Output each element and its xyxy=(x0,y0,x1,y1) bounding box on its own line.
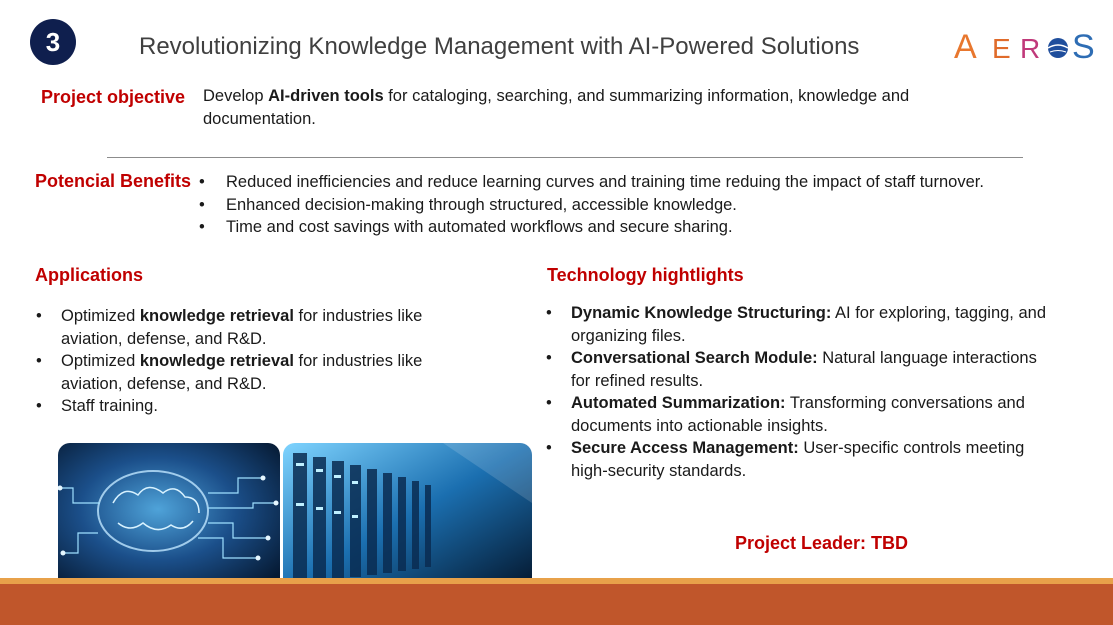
technology-item-title: Automated Summarization: xyxy=(571,394,786,412)
logo-letter-s: S xyxy=(1072,28,1095,66)
objective-label: Project objective xyxy=(41,87,186,107)
application-item-bold: knowledge retrieval xyxy=(139,307,294,325)
server-rack-image xyxy=(283,443,532,590)
technology-item xyxy=(546,347,1056,392)
application-item xyxy=(36,350,456,395)
aeros-logo xyxy=(952,22,1102,66)
objective-text-bold: AI-driven tools xyxy=(268,87,384,105)
technology-label: Technology hightlights xyxy=(547,265,744,285)
project-leader: Project Leader: TBD xyxy=(735,533,909,553)
technology-list xyxy=(546,302,1056,482)
slide-number-badge: 3 xyxy=(30,19,76,65)
technology-item-text: AI for exploring, tagging, and organizing files. xyxy=(571,304,1047,345)
benefits-list xyxy=(199,171,984,239)
objective-text-post: for cataloging, searching, and summarizing information, knowledge and documentation. xyxy=(203,87,910,128)
technology-item-title: Conversational Search Module: xyxy=(571,349,818,367)
technology-item-text: User-specific controls meeting high-security standards. xyxy=(571,439,1025,480)
ai-brain-circuit-image xyxy=(58,443,280,590)
benefits-label: Potencial Benefits xyxy=(35,171,192,191)
technology-item-text: Transforming conversations and documents into actionable insights. xyxy=(571,394,1025,435)
logo-letter-r: R xyxy=(1020,33,1041,64)
technology-item-title: Secure Access Management: xyxy=(571,439,799,457)
application-item xyxy=(36,305,456,350)
footer-band xyxy=(0,584,1113,625)
objective-text xyxy=(203,85,983,130)
application-item-text-post: for industries like aviation, defense, and R&D. xyxy=(61,307,423,348)
benefit-item: • Enhanced decision-making through structured, accessible knowledge. xyxy=(199,194,984,217)
logo-globe-icon xyxy=(1048,38,1068,58)
logo-letter-e: E xyxy=(992,33,1011,64)
technology-item xyxy=(546,437,1056,482)
applications-label: Applications xyxy=(35,265,144,285)
application-item-text-post: for industries like aviation, defense, and R&D. xyxy=(61,352,423,393)
benefit-item: • Time and cost savings with automated workflows and secure sharing. xyxy=(199,216,984,239)
technology-item xyxy=(546,392,1056,437)
application-item-bold: knowledge retrieval xyxy=(139,352,294,370)
applications-list xyxy=(36,305,456,418)
application-item-text: Staff training. xyxy=(61,397,158,415)
application-item-text: Optimized xyxy=(61,307,140,325)
objective-text-pre: Develop xyxy=(203,87,269,105)
technology-item xyxy=(546,302,1056,347)
logo-letter-a: A xyxy=(954,28,977,66)
application-item xyxy=(36,395,456,418)
slide-title: Revolutionizing Knowledge Management with AI-Powered Solutions xyxy=(139,33,860,60)
benefit-item: • Reduced inefficiencies and reduce learning curves and training time reduing the impact of staff turnover. xyxy=(199,171,984,194)
section-divider xyxy=(107,157,1023,158)
technology-item-title: Dynamic Knowledge Structuring: xyxy=(571,304,832,322)
technology-item-text: Natural language interactions for refined results. xyxy=(571,349,1037,390)
application-item-text: Optimized xyxy=(61,352,140,370)
